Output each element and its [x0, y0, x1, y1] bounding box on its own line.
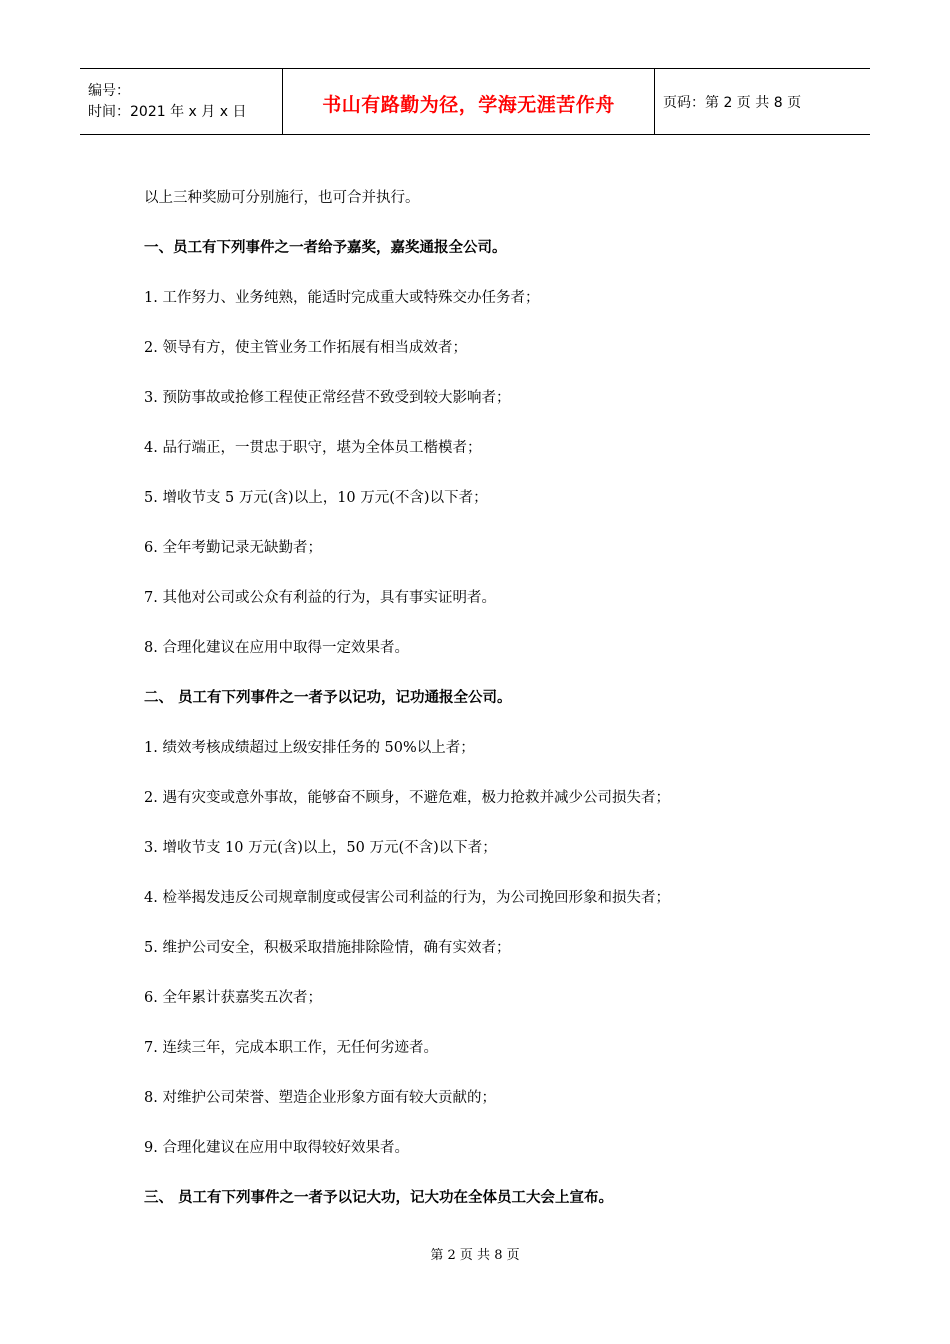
paragraph-line: 以上三种奖励可分别施行，也可合并执行。: [144, 190, 420, 206]
paragraph-line: 5. 增收节支 5 万元(含)以上，10 万元(不含)以下者；: [144, 490, 488, 506]
paragraph-line: 7. 连续三年，完成本职工作，无任何劣迹者。: [144, 1040, 438, 1056]
header-page-info: 页码：第 2 页 共 8 页: [663, 94, 802, 111]
paragraph-line: 2. 领导有方，使主管业务工作拓展有相当成效者；: [144, 340, 467, 356]
paragraph-line: 5. 维护公司安全，积极采取措施排除险情，确有实效者；: [144, 940, 511, 956]
paragraph-line: 8. 合理化建议在应用中取得一定效果者。: [144, 640, 409, 656]
section-heading: 二、 员工有下列事件之一者予以记功，记功通报全公司。: [144, 689, 512, 706]
page-footer: 第 2 页 共 8 页: [430, 1248, 520, 1263]
paragraph-line: 1. 工作努力、业务纯熟，能适时完成重大或特殊交办任务者；: [144, 290, 540, 306]
paragraph-line: 2. 遇有灾变或意外事故，能够奋不顾身，不避危难，极力抢救并减少公司损失者；: [144, 790, 670, 806]
paragraph-line: 3. 预防事故或抢修工程使正常经营不致受到较大影响者；: [144, 390, 511, 406]
header-page-cell: [655, 69, 870, 134]
document-number-label: 编号：: [88, 82, 130, 99]
paragraph-line: 4. 检举揭发违反公司规章制度或侵害公司利益的行为，为公司挽回形象和损失者；: [144, 890, 670, 906]
section-heading: 一、员工有下列事件之一者给予嘉奖，嘉奖通报全公司。: [144, 239, 507, 256]
paragraph-line: 6. 全年考勤记录无缺勤者；: [144, 540, 322, 556]
paragraph-line: 4. 品行端正，一贯忠于职守，堪为全体员工楷模者；: [144, 440, 482, 456]
paragraph-line: 3. 增收节支 10 万元(含)以上，50 万元(不含)以下者；: [144, 840, 497, 856]
paragraph-line: 7. 其他对公司或公众有利益的行为，具有事实证明者。: [144, 590, 496, 606]
page-header: [80, 68, 870, 135]
paragraph-line: 6. 全年累计获嘉奖五次者；: [144, 990, 322, 1006]
section-heading: 三、 员工有下列事件之一者予以记大功，记大功在全体员工大会上宣布。: [144, 1189, 614, 1206]
paragraph-line: 8. 对维护公司荣誉、塑造企业形象方面有较大贡献的；: [144, 1090, 496, 1106]
paragraph-line: 1. 绩效考核成绩超过上级安排任务的 50%以上者；: [144, 740, 475, 756]
document-date: 时间：2021 年 x 月 x 日: [88, 103, 247, 120]
header-motto: 书山有路勤为径，学海无涯苦作舟: [322, 94, 615, 116]
header-motto-cell: [282, 69, 655, 134]
header-meta: [80, 69, 282, 134]
paragraph-line: 9. 合理化建议在应用中取得较好效果者。: [144, 1140, 409, 1156]
document-body: [144, 176, 864, 1226]
